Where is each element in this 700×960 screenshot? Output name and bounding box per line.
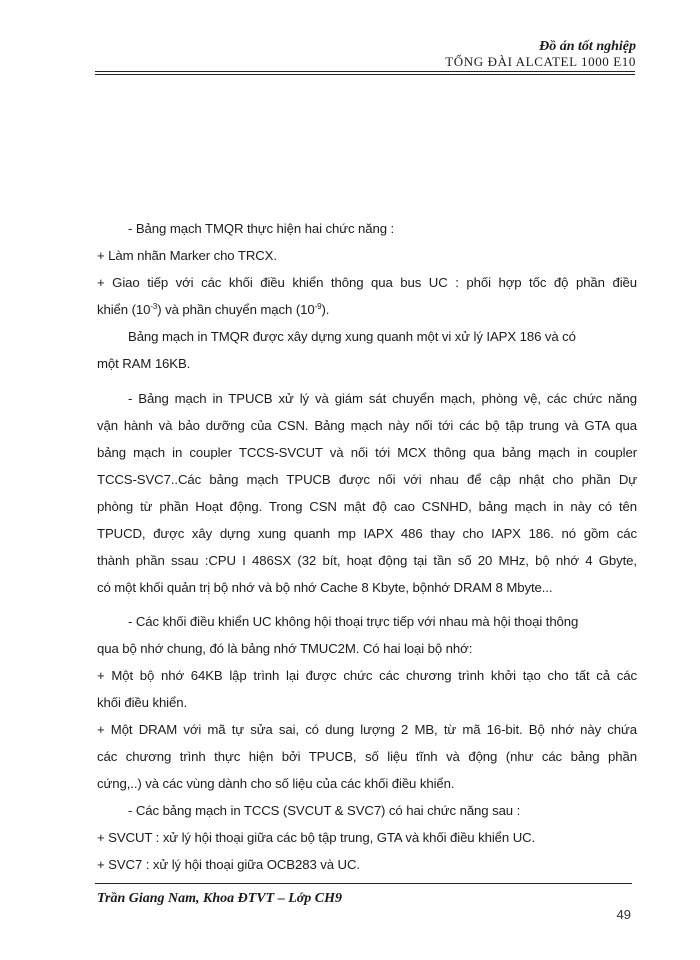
paragraph-line: + Giao tiếp với các khối điều khiển thông qua bus UC : phối hợp tốc độ phần điều (97, 275, 637, 290)
paragraph-line: một RAM 16KB. (97, 356, 191, 371)
paragraph-line: - Bảng mạch in TPUCB xử lý và giám sát chuyển mạch, phòng vệ, các chức năng (128, 391, 637, 406)
exponent: -3 (150, 302, 158, 311)
paragraph-line: TPUCD, được xây dựng xung quanh mp IAPX 486 thay cho IAPX 186. nó gồm các (97, 526, 637, 541)
header-title: TỔNG ĐÀI ALCATEL 1000 E10 (445, 54, 636, 69)
paragraph-line: + SVCUT : xử lý hội thoại giữa các bộ tập trung, GTA và khối điều khiển UC. (97, 830, 536, 845)
paragraph-line: - Bảng mạch TMQR thực hiện hai chức năng : (128, 221, 395, 236)
text-run: khiển (10 (97, 302, 151, 317)
exponent: -9 (314, 302, 322, 311)
header-divider (95, 71, 635, 72)
paragraph-line: - Các bảng mạch in TCCS (SVCUT & SVC7) có hai chức năng sau : (128, 803, 521, 818)
paragraph-line: + Một DRAM với mã tự sửa sai, có dung lượng 2 MB, từ mã 16-bit. Bộ nhớ này chứa (97, 722, 637, 737)
paragraph-line: + Làm nhãn Marker cho TRCX. (97, 248, 277, 263)
paragraph-line: Bảng mạch in TMQR được xây dựng xung quanh một vi xử lý IAPX 186 và có (128, 329, 576, 344)
paragraph-line: cứng,..) và các vùng dành cho số liệu của các khối điều khiển. (97, 776, 455, 791)
paragraph-line: có một khối quản trị bộ nhớ và bộ nhớ Cache 8 Kbyte, bộnhớ DRAM 8 Mbyte... (97, 580, 553, 595)
footer-author: Trần Giang Nam, Khoa ĐTVT – Lớp CH9 (97, 891, 343, 906)
header-subtitle: Đồ án tốt nghiệp (539, 39, 636, 54)
paragraph-line: vận hành và bảo dưỡng của CSN. Bảng mạch này nối tới các bộ tập trung và GTA qua (97, 418, 637, 433)
paragraph-line: khối điều khiển. (97, 695, 188, 710)
paragraph-line: bảng mạch in coupler TCCS-SVCUT và nối tới MCX thông qua bảng mạch in coupler (97, 445, 637, 460)
text-run: ). (321, 302, 330, 317)
paragraph-line: + SVC7 : xử lý hội thoại giữa OCB283 và UC. (97, 857, 360, 872)
paragraph-line: TCCS-SVC7..Các bảng mạch TPUCB được nối với nhau để cập nhật cho phần Dự (97, 472, 637, 487)
paragraph-line: thành phần ssau :CPU I 486SX (32 bít, hoạt động tại tần số 20 MHz, bộ nhớ 4 Gbyte, (97, 553, 637, 568)
paragraph-line: phòng từ phần Hoạt động. Trong CSN mật độ cao CSNHD, bảng mạch in này có tên (97, 499, 637, 514)
text-run: ) và phần chuyển mạch (10 (157, 302, 315, 317)
footer-divider (95, 883, 632, 884)
paragraph-line: + Một bộ nhớ 64KB lập trình lại được chức các chương trình khởi tạo cho tất cả các (97, 668, 637, 683)
paragraph-line (97, 302, 329, 317)
paragraph-line: các chương trình thực hiện bởi TPUCB, số liệu tĩnh và động (như các bảng phần (97, 749, 637, 764)
page-number: 49 (616, 907, 631, 922)
header-divider-secondary (95, 74, 635, 75)
paragraph-line: - Các khối điều khiển UC không hội thoại trực tiếp với nhau mà hội thoại thông (128, 614, 579, 629)
paragraph-line: qua bộ nhớ chung, đó là bảng nhớ TMUC2M. Có hai loại bộ nhớ: (97, 641, 473, 656)
